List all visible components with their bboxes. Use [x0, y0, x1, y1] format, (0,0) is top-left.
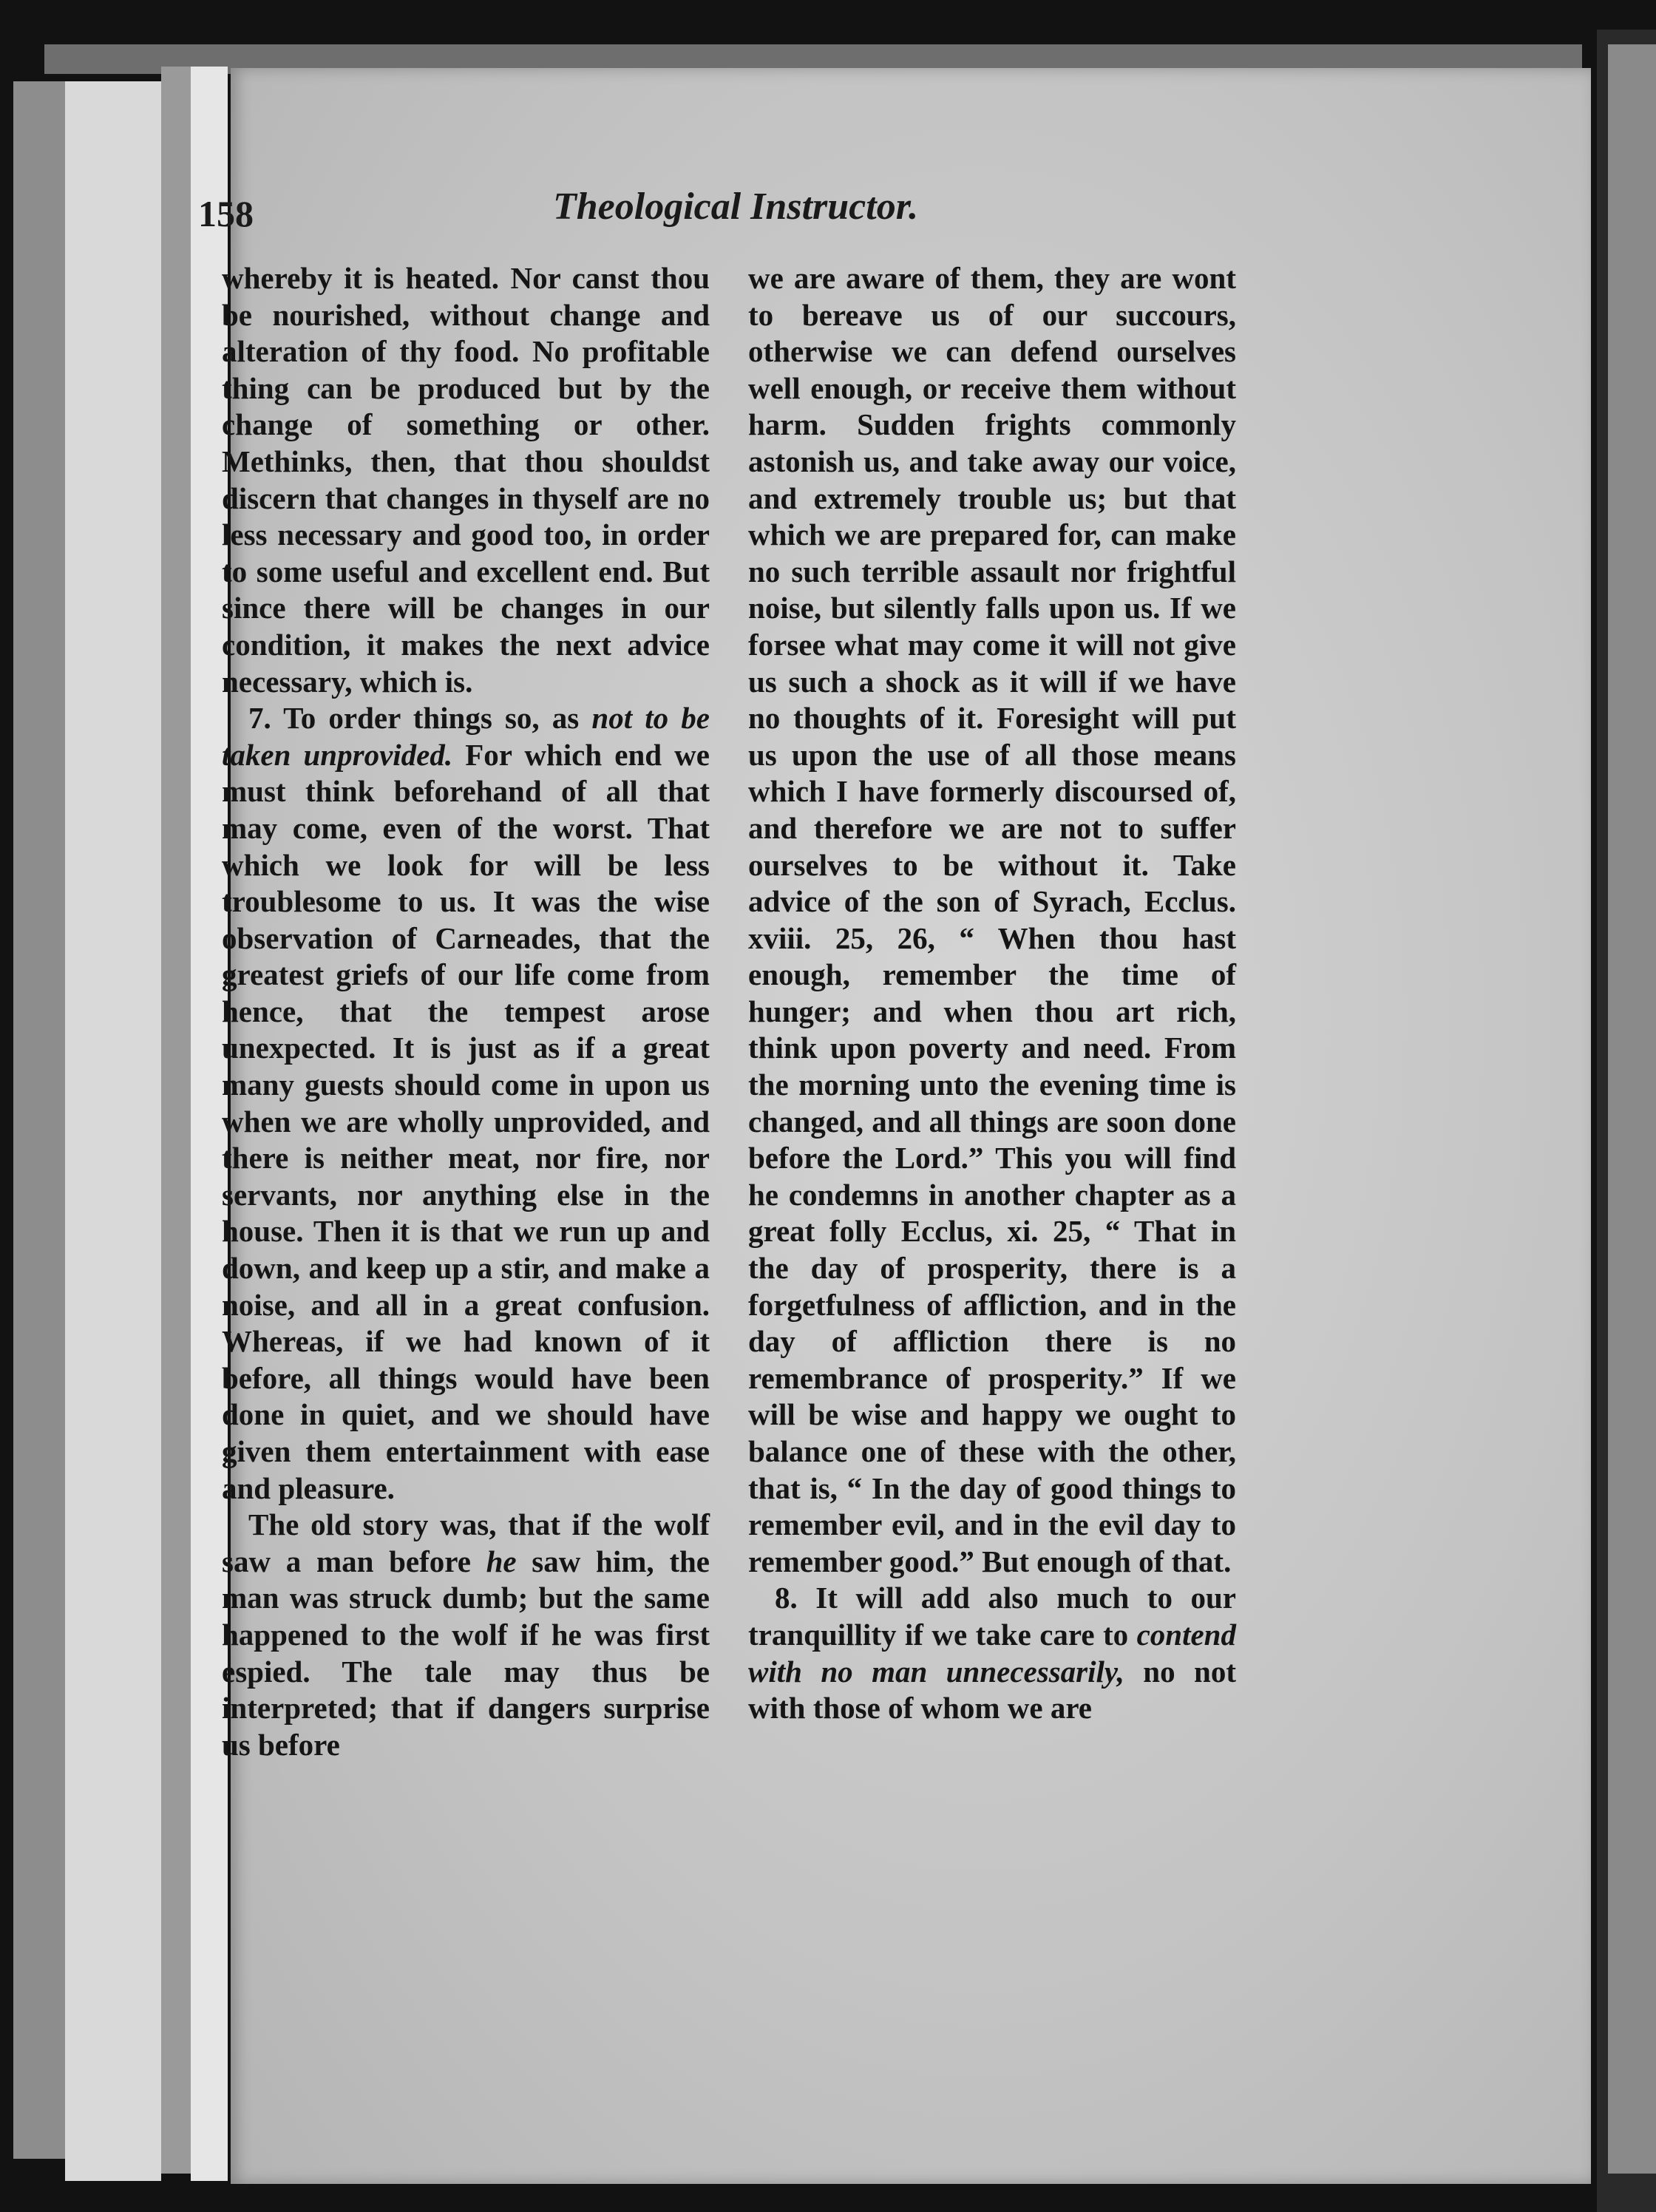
paragraph-text: 8. It will add also much to our tranquillity if we take care to — [748, 1581, 1236, 1652]
paragraph — [222, 700, 710, 1507]
paragraph-text: we are aware of them, they are wont to bereave us of our succours, otherwise we can defend ourselves well enough, or receive them without harm. Sudden frights commonly astonish us, and take away our voice, and extremely trouble us; but that which we are prepared for, can make no such terrible assault nor frightful noise, but silently falls upon us. If we forsee what may come it will not give us such a shock as it will if we have no thoughts of it. Foresight will put us upon the use of all those means which I have formerly discoursed of, and therefore we are not to suffer ourselves to be without it. Take advice of the son of Syrach, Ecclus. xviii. 25, 26, “ When thou hast enough, remember the time of hunger; and when thou art rich, think upon poverty and need. From the morning unto the evening time is changed, and all things are soon done before the Lord.” This you will find he condemns in another chapter as a great folly Ecclus, xi. 25, “ That in the day of prosperity, there is a forgetfulness of affliction, and in the day of affliction there is no remembrance of prosperity.” If we will be wise and happy we ought to balance one of these with the other, that is, “ In the day of good things to remember evil, and in the evil day to remember good.” But enough of that. — [748, 261, 1236, 1578]
book-edge-outer — [13, 81, 65, 2159]
paragraph-text: whereby it is heated. Nor canst thou be nourished, without change and alteration of thy food. No profitable thing can be produced but by the change of something or other. Methinks, then, that thou shouldst discern that changes in thyself are no less necessary and good too, in order to some useful and excellent end. But since there will be changes in our condition, it makes the next advice necessary, which is. — [222, 261, 710, 699]
page-number: 158 — [198, 193, 254, 234]
left-column — [222, 260, 710, 1763]
paragraph-text: no not with those of whom we are — [748, 1654, 1236, 1726]
paragraph-text: The old story was, that if the wolf saw a man before — [222, 1507, 710, 1578]
running-title: Theological Instructor. — [553, 186, 919, 228]
right-column — [748, 260, 1236, 1727]
page-header — [198, 185, 1152, 251]
paragraph-text: 7. To order things so, as — [248, 701, 592, 736]
paragraph-text: For which end we must think beforehand of all that may come, even of the worst. That which we look for will be less troublesome to us. It was the wise observation of Carneades, that the greatest griefs of our life come from hence, that the tempest arose unexpected. It is just as if a great many guests should come in upon us when we are wholly unprovided, and there is neither meat, nor fire, nor servants, nor anything else in the house. Then it is that we run up and down, and keep up a stir, and make a noise, and all in a great confusion. Whereas, if we had known of it before, all things would have been done in quiet, and we should have given them entertainment with ease and pleasure. — [222, 737, 710, 1505]
facing-page-sliver — [1608, 44, 1656, 2174]
emphasis-text: not to be taken unprovided. — [222, 701, 710, 772]
emphasis-text: he — [486, 1544, 517, 1578]
emphasis-text: contend with no man unnecessarily, — [748, 1617, 1236, 1689]
paragraph — [222, 260, 710, 700]
paragraph — [748, 1580, 1236, 1726]
paragraph-text: saw him, the man was struck dumb; but the same happened to the wolf if he was first espied. The tale may thus be interpreted; that if dangers surprise us before — [222, 1544, 710, 1762]
paragraph — [748, 260, 1236, 1580]
book-edge-shadow — [161, 67, 191, 2174]
book-edge-pages — [65, 81, 161, 2181]
paragraph — [222, 1507, 710, 1763]
